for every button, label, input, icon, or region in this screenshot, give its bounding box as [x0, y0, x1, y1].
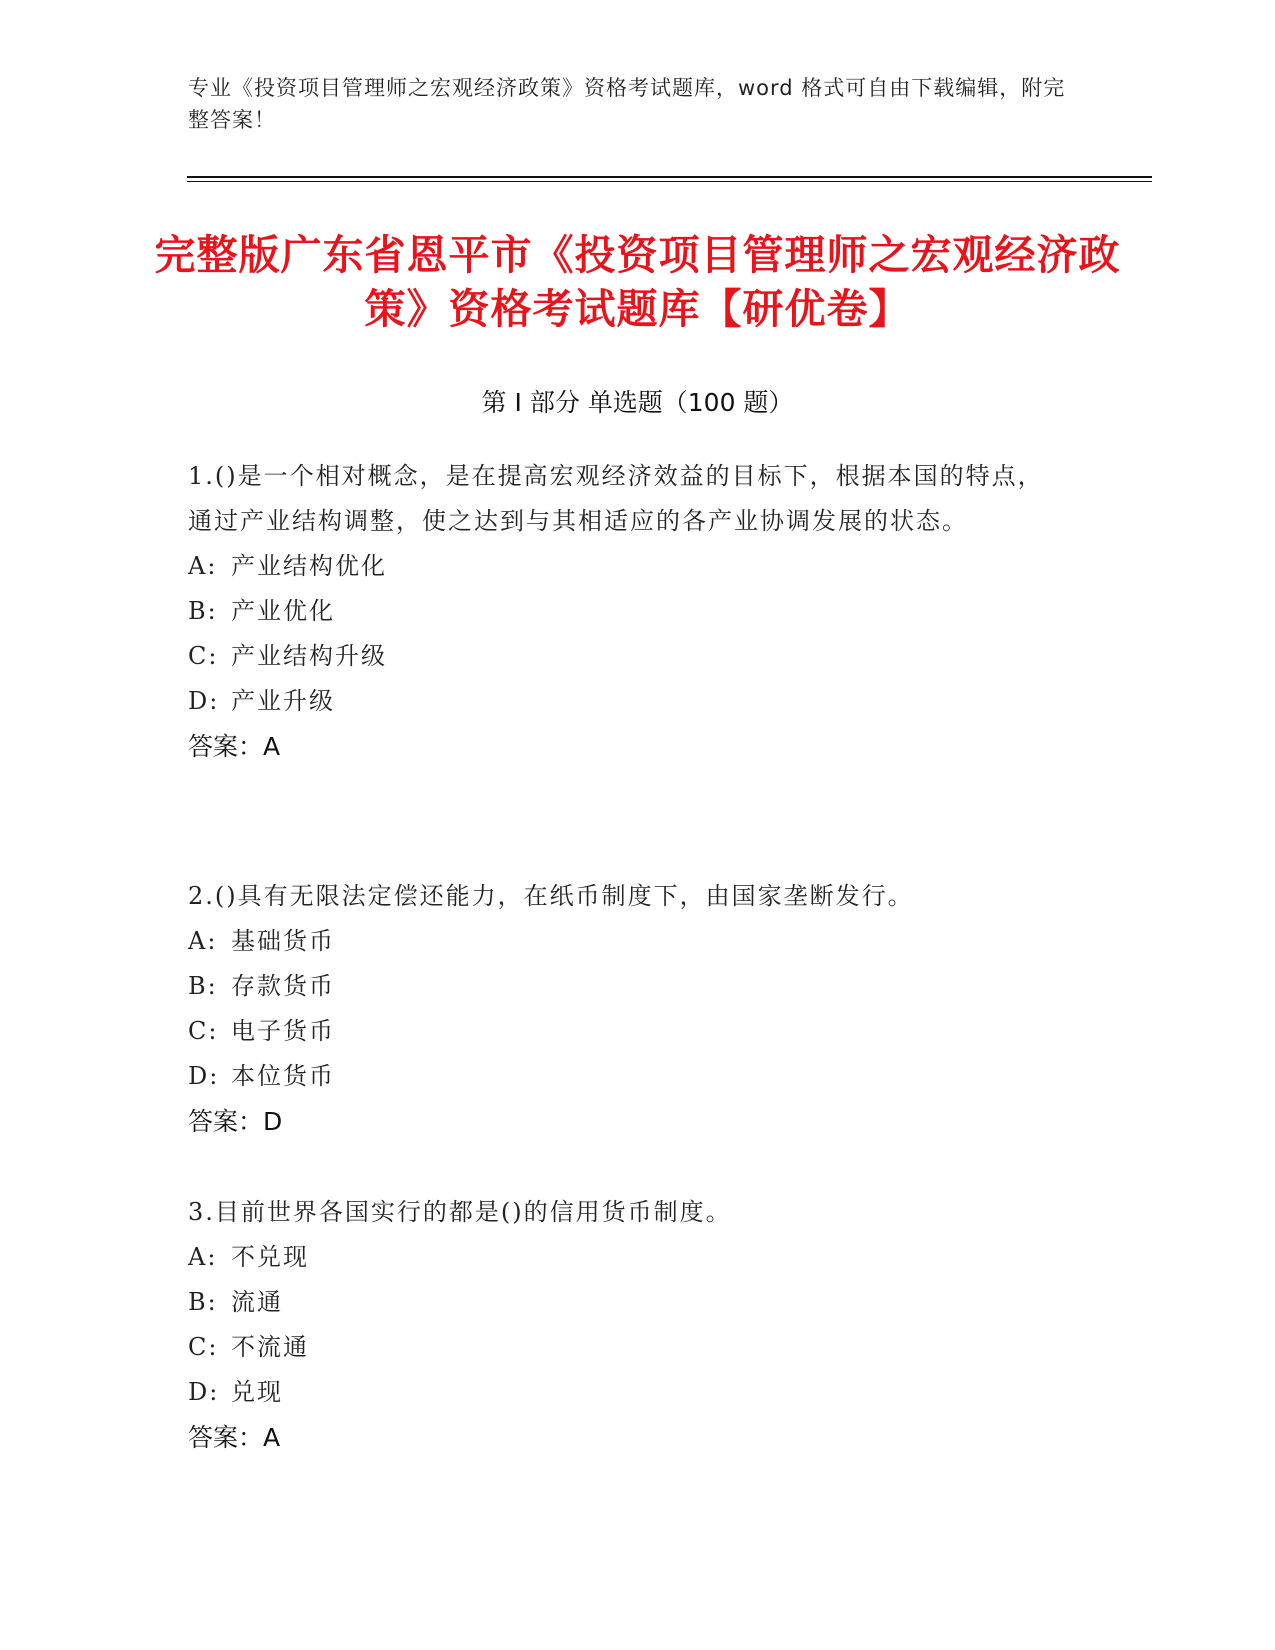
question-stem: 3.目前世界各国实行的都是()的信用货币制度。 — [188, 1198, 732, 1226]
option-text: 电子货币 — [231, 1017, 335, 1045]
option-key: A: — [188, 927, 218, 955]
option-key: D: — [188, 687, 220, 715]
option-text: 不兑现 — [231, 1243, 309, 1271]
option-c — [188, 634, 1068, 679]
header-divider-thick — [187, 176, 1152, 178]
option-text: 产业结构升级 — [231, 642, 387, 670]
section-title: 第 I 部分 单选题（100 题） — [481, 388, 794, 417]
option-key: C: — [188, 642, 219, 670]
option-b — [188, 964, 1068, 1009]
option-a — [188, 919, 1068, 964]
option-key: A: — [188, 552, 218, 580]
option-key: C: — [188, 1333, 219, 1361]
option-a — [188, 1235, 1068, 1280]
header-note: 专业《投资项目管理师之宏观经济政策》资格考试题库，word 格式可自由下载编辑，附完整答案！ — [188, 76, 1066, 132]
option-d — [188, 1054, 1068, 1099]
option-text: 产业升级 — [231, 687, 335, 715]
option-d — [188, 679, 1068, 724]
option-key: D: — [188, 1378, 220, 1406]
option-key: B: — [188, 597, 218, 625]
question-1 — [188, 454, 1068, 769]
option-key: C: — [188, 1017, 219, 1045]
option-key: B: — [188, 1288, 218, 1316]
option-a — [188, 544, 1068, 589]
option-c — [188, 1009, 1068, 1054]
option-b — [188, 1280, 1068, 1325]
question-stem: 1.()是一个相对概念，是在提高宏观经济效益的目标下，根据本国的特点，通过产业结构调整，使之达到与其相适应的各产业协调发展的状态。 — [188, 462, 1044, 535]
answer-line: 答案：D — [188, 1107, 283, 1136]
option-d — [188, 1370, 1068, 1415]
option-text: 产业优化 — [231, 597, 335, 625]
answer-line: 答案：A — [188, 1423, 281, 1452]
question-2 — [188, 874, 1068, 1144]
option-key: D: — [188, 1062, 220, 1090]
option-text: 不流通 — [231, 1333, 309, 1361]
option-text: 基础货币 — [231, 927, 335, 955]
option-text: 流通 — [231, 1288, 283, 1316]
option-text: 产业结构优化 — [231, 552, 387, 580]
document-title: 完整版广东省恩平市《投资项目管理师之宏观经济政策》资格考试题库【研优卷】 — [154, 231, 1121, 333]
option-c — [188, 1325, 1068, 1370]
question-stem: 2.()具有无限法定偿还能力，在纸币制度下，由国家垄断发行。 — [188, 882, 914, 910]
option-key: B: — [188, 972, 218, 1000]
header-divider-thin — [187, 181, 1152, 182]
option-text: 存款货币 — [231, 972, 335, 1000]
answer-line: 答案：A — [188, 732, 281, 761]
option-b — [188, 589, 1068, 634]
option-key: A: — [188, 1243, 218, 1271]
option-text: 本位货币 — [231, 1062, 335, 1090]
question-3 — [188, 1190, 1068, 1460]
option-text: 兑现 — [231, 1378, 283, 1406]
